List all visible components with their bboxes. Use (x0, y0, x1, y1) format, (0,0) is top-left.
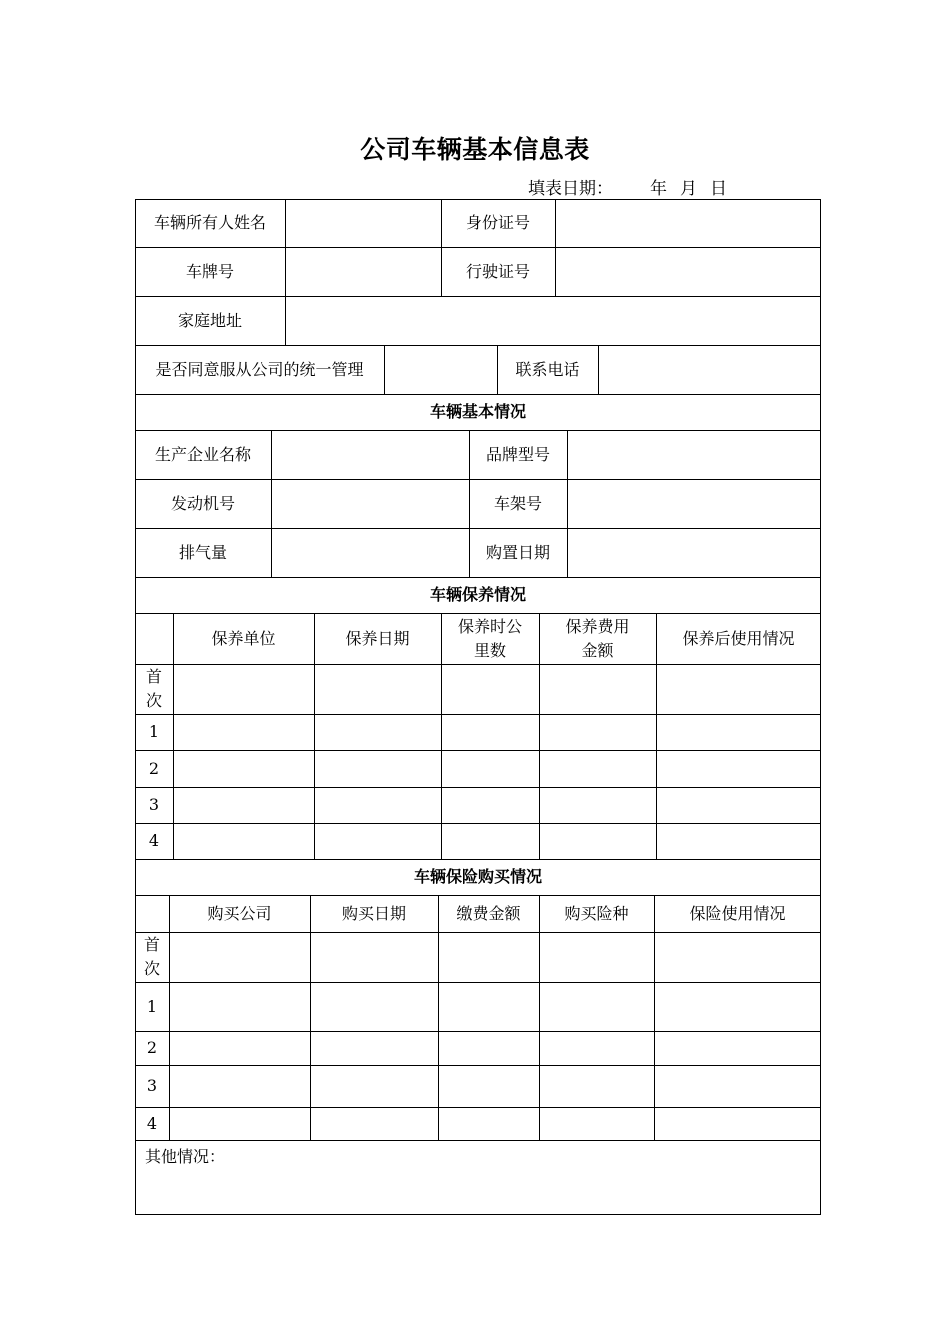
row-divider (135, 1140, 821, 1141)
row-divider (135, 714, 821, 715)
insurance-section-header: 车辆保险购买情况 (413, 867, 542, 886)
row-divider (135, 750, 821, 751)
frame-number-label: 车架号 (493, 493, 542, 513)
insurance-row-1: 1 (146, 996, 158, 1016)
maintenance-col-mileage (441, 613, 539, 664)
row-char: 次 (143, 959, 160, 978)
maintenance-col-cost-line: 保养费用 (565, 616, 630, 636)
engine-field[interactable] (271, 479, 469, 528)
row-char: 首 (143, 935, 160, 954)
row-divider (135, 823, 821, 824)
row-divider (135, 932, 821, 933)
fill-date-line (528, 174, 727, 199)
maintenance-col-date: 保养日期 (345, 628, 410, 648)
insurance-col-usage: 保险使用情况 (689, 903, 786, 923)
fill-date-day: 日 (710, 179, 727, 199)
insurance-col-company: 购买公司 (207, 903, 272, 923)
maintenance-col-mileage-line: 里数 (473, 640, 506, 660)
maintenance-row-2: 2 (148, 758, 160, 778)
id-number-field[interactable] (555, 199, 821, 247)
insurance-row-first (135, 932, 169, 982)
consent-field[interactable] (384, 345, 497, 394)
manufacturer-field[interactable] (271, 430, 469, 479)
maintenance-section-header: 车辆保养情况 (429, 585, 526, 604)
plate-field[interactable] (285, 247, 441, 296)
purchase-date-field[interactable] (567, 528, 821, 577)
address-field[interactable] (285, 296, 821, 345)
maintenance-row-first (135, 664, 173, 714)
maintenance-row-4: 4 (148, 831, 160, 850)
maintenance-row-1: 1 (148, 722, 160, 741)
fill-date-label: 填表日期： (528, 179, 613, 199)
phone-label: 联系电话 (515, 359, 580, 379)
driving-license-label: 行驶证号 (465, 261, 530, 281)
page-title: 公司车辆基本信息表 (360, 135, 590, 164)
maintenance-row-3: 3 (148, 795, 160, 814)
insurance-col-amount: 缴费金额 (456, 903, 521, 923)
insurance-row-2: 2 (146, 1038, 158, 1057)
brand-model-label: 品牌型号 (485, 444, 550, 464)
other-info-field[interactable] (136, 1166, 820, 1214)
maintenance-col-cost (539, 613, 656, 664)
maintenance-col-mileage-line: 保养时公 (457, 616, 522, 636)
fill-date-month: 月 (680, 179, 697, 199)
displacement-label: 排气量 (178, 542, 227, 562)
insurance-row-4: 4 (146, 1113, 158, 1133)
manufacturer-label: 生产企业名称 (154, 444, 251, 464)
displacement-field[interactable] (271, 528, 469, 577)
driving-license-field[interactable] (555, 247, 821, 296)
owner-name-field[interactable] (285, 199, 441, 247)
maintenance-col-cost-line: 金额 (581, 640, 614, 660)
phone-field[interactable] (598, 345, 821, 394)
owner-name-label: 车辆所有人姓名 (153, 213, 266, 232)
purchase-date-label: 购置日期 (485, 542, 550, 562)
vehicle-section-header: 车辆基本情况 (429, 402, 526, 421)
id-number-label: 身份证号 (465, 213, 530, 232)
insurance-col-type: 购买险种 (564, 903, 629, 923)
fill-date-year: 年 (650, 179, 667, 199)
row-char: 首 (145, 667, 162, 686)
plate-label: 车牌号 (185, 261, 234, 281)
insurance-col-date: 购买日期 (341, 903, 406, 923)
frame-number-field[interactable] (567, 479, 821, 528)
brand-model-field[interactable] (567, 430, 821, 479)
row-divider (135, 1031, 821, 1032)
insurance-row-3: 3 (146, 1076, 158, 1095)
row-divider (135, 787, 821, 788)
engine-label: 发动机号 (170, 493, 235, 513)
other-info-label: 其他情况： (145, 1147, 226, 1166)
row-divider (135, 1107, 821, 1108)
consent-label: 是否同意服从公司的统一管理 (155, 359, 364, 379)
row-divider (135, 1065, 821, 1066)
maintenance-col-unit: 保养单位 (211, 628, 276, 648)
maintenance-col-usage: 保养后使用情况 (682, 628, 795, 648)
row-divider (135, 664, 821, 665)
row-char: 次 (145, 691, 162, 710)
address-label: 家庭地址 (177, 310, 242, 330)
row-divider (135, 982, 821, 983)
